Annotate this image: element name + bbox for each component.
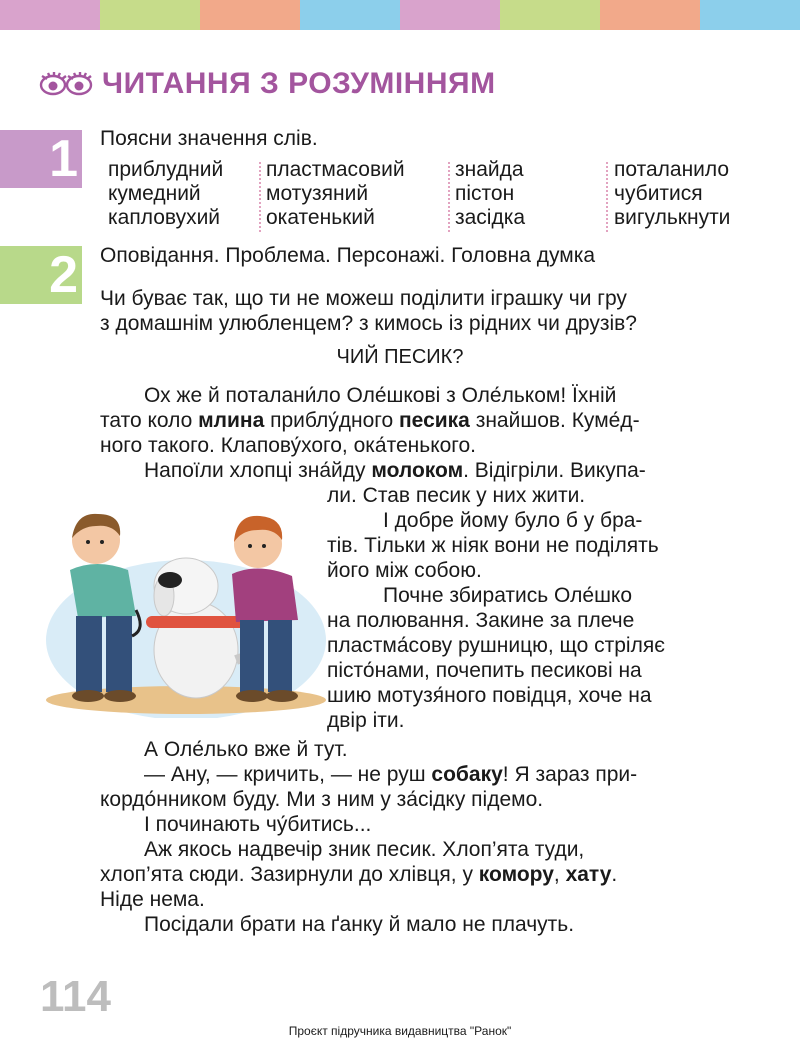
column-divider <box>448 162 450 232</box>
story-line: ного такого. Клапову́хого, ока́тенького. <box>100 434 477 457</box>
bar-segment <box>400 0 500 30</box>
story-line: на полювання. Закине за плече <box>327 609 635 632</box>
story-line: пісто́нами, почепить песикові на <box>327 659 642 682</box>
story-line: його між собою. <box>327 559 482 582</box>
word-column-3 <box>455 158 525 230</box>
footer-note: Проєкт підручника видавництва "Ранок" <box>288 1024 512 1038</box>
task-number-2: 2 <box>0 246 82 304</box>
story-text-bottom <box>100 737 740 937</box>
bar-segment <box>700 0 800 30</box>
vocab-word: поталанило <box>614 158 730 181</box>
vocab-word: капловухий <box>108 206 221 229</box>
story-line: пластма́сову рушницю, що стріляє <box>327 634 665 657</box>
story-line: І добре йому було б у бра- <box>383 509 643 532</box>
story-line: Аж якось надвечір зник песик. Хлоп’ята туди, <box>144 838 585 861</box>
story-line: ли. Став песик у них жити. <box>327 484 586 507</box>
boys-with-dog-illustration <box>36 500 328 718</box>
story-line: А Оле́лько вже й тут. <box>144 738 348 761</box>
story-line: І починають чу́битись... <box>144 813 372 836</box>
story-line: Ох же й поталани́ло Оле́шкові з Оле́льком! Їхній <box>144 384 617 407</box>
bar-segment <box>200 0 300 30</box>
bar-segment <box>500 0 600 30</box>
column-divider <box>606 162 608 232</box>
story-title: ЧИЙ ПЕСИК? <box>336 346 464 368</box>
bar-segment <box>300 0 400 30</box>
task2-question-line-1: Чи буває так, що ти не можеш поділити іграшку чи гру <box>100 287 627 310</box>
story-line: хлоп’ята сюди. Зазирнули до хлівця, у комору, хату. <box>100 863 618 886</box>
word-column-2 <box>266 158 405 230</box>
story-text-side <box>327 483 747 733</box>
top-color-bar <box>0 0 800 30</box>
bar-segment <box>100 0 200 30</box>
vocab-word: пластмасовий <box>266 158 405 181</box>
story-line: Почне збиратись Оле́шко <box>383 584 633 607</box>
bar-segment <box>600 0 700 30</box>
vocab-word: чубитися <box>614 182 703 205</box>
word-column-4 <box>614 158 730 230</box>
story-text-top <box>100 383 740 483</box>
page-number: 114 <box>40 972 111 1021</box>
story-line: двір іти. <box>327 709 405 732</box>
task-number-1: 1 <box>0 130 82 188</box>
story-line: тів. Тільки ж ніяк вони не поділять <box>327 534 659 557</box>
story-line: Напоїли хлопці зна́йду молоком. Відігріли. Викупа- <box>144 459 646 482</box>
vocab-word: вигулькнути <box>614 206 731 229</box>
word-column-1 <box>108 158 223 230</box>
story-line: тато коло млина приблу́дного песика знайшов. Куме́д- <box>100 409 640 432</box>
bar-segment <box>0 0 100 30</box>
story-line: Ніде нема. <box>100 888 205 911</box>
vocab-word: пістон <box>455 182 515 205</box>
task1-prompt: Поясни значення слів. <box>100 127 318 150</box>
section-heading <box>38 62 496 106</box>
story-line: Посідали брати на ґанку й мало не плачуть. <box>144 913 575 936</box>
story-line: кордо́нником буду. Ми з ним у за́сідку підемо. <box>100 788 544 811</box>
task2-question-line-2: з домашнім улюбленцем? з кимось із рідних чи друзів? <box>100 312 637 335</box>
story-line: шию мотузя́ного повідця, хоче на <box>327 684 652 707</box>
column-divider <box>259 162 261 232</box>
section-title: ЧИТАННЯ З РОЗУМІННЯМ <box>102 67 496 100</box>
vocab-word: засідка <box>455 206 526 229</box>
vocab-word: окатенький <box>266 206 375 229</box>
vocab-word: приблудний <box>108 158 224 181</box>
task2-topics: Оповідання. Проблема. Персонажі. Головна думка <box>100 244 596 267</box>
vocab-word: знайда <box>455 158 524 181</box>
vocab-word: мотузяний <box>266 182 369 205</box>
eyes-icon <box>38 70 94 98</box>
story-line: — Ану, — кричить, — не руш собаку! Я зараз при- <box>144 763 638 786</box>
vocab-word: кумедний <box>108 182 201 205</box>
